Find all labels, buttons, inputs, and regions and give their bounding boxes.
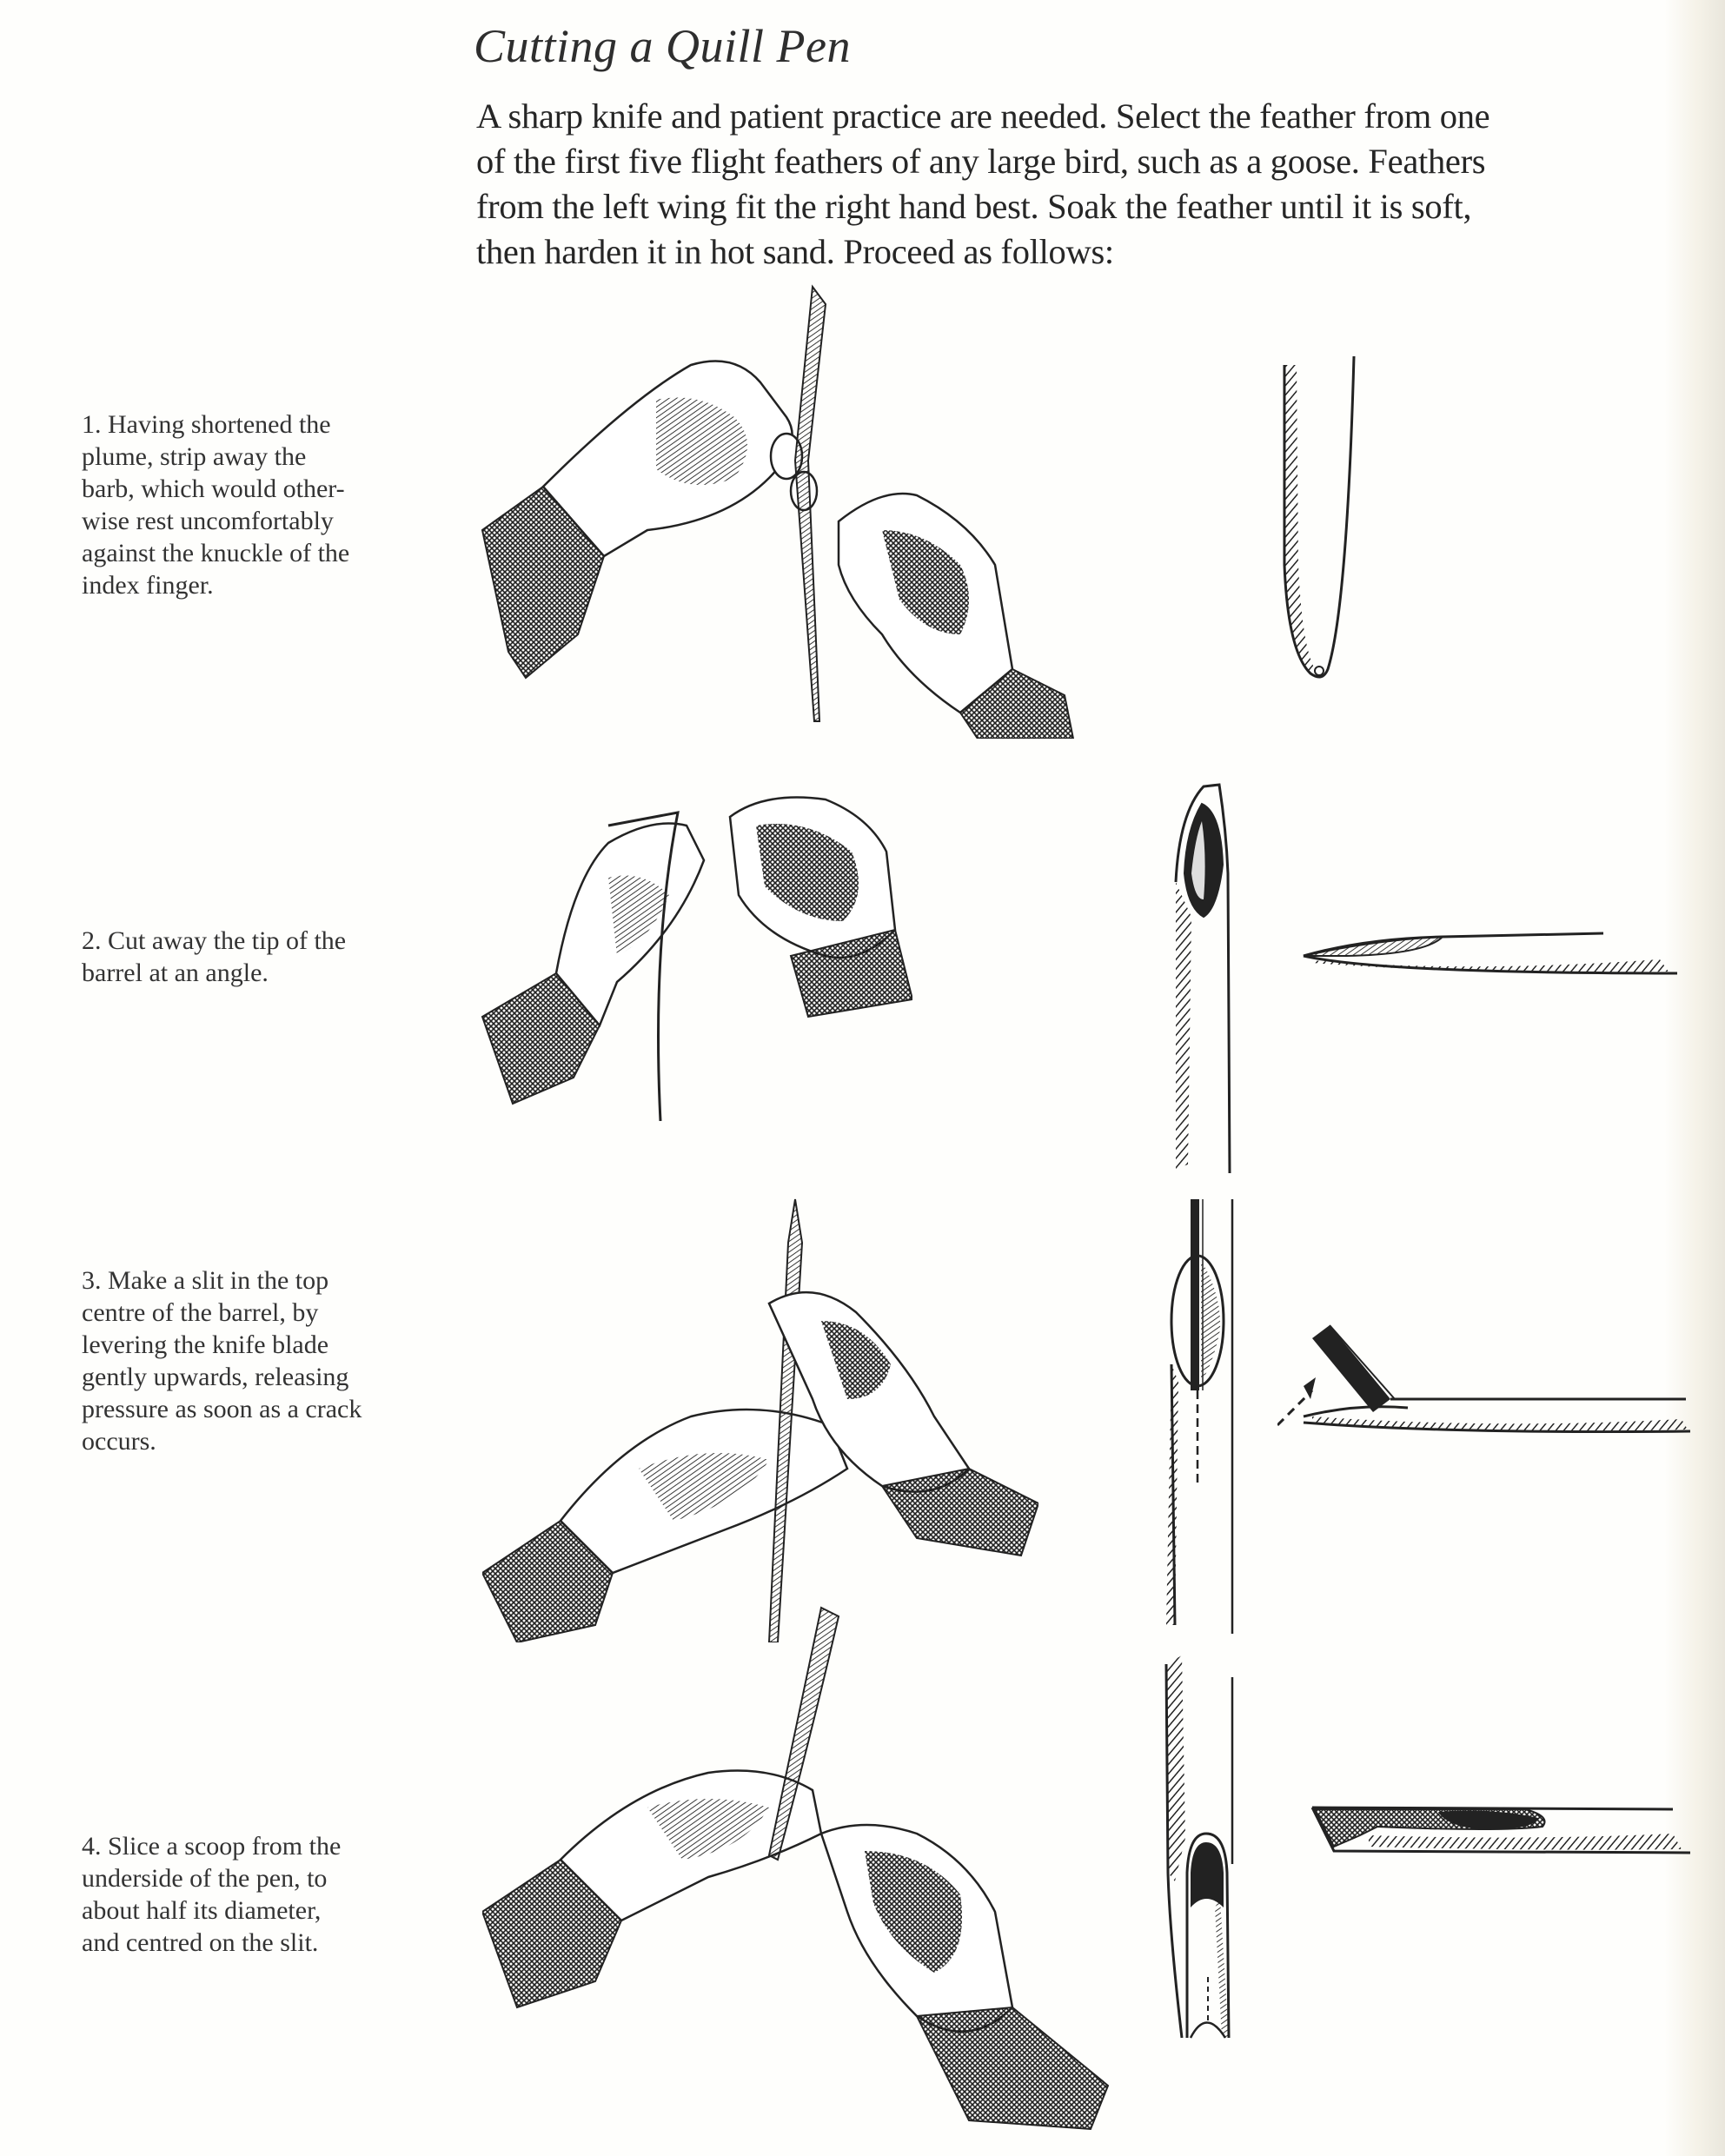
caption-line: levering the knife blade — [82, 1330, 329, 1359]
caption-line: wise rest uncomfortably — [82, 507, 334, 535]
caption-line: occurs. — [82, 1427, 156, 1456]
caption-line: pressure as soon as a crack — [82, 1395, 362, 1423]
angled-cut-side-view-diagram — [1295, 921, 1677, 991]
step-1-caption — [82, 408, 455, 601]
angled-cut-front-view-diagram — [1169, 778, 1238, 1178]
slit-side-view-diagram — [1277, 1317, 1695, 1456]
caption-line: 2. Cut away the tip of the — [82, 926, 347, 955]
caption-line: and centred on the slit. — [82, 1928, 319, 1957]
caption-line: against the knuckle of the — [82, 539, 350, 567]
caption-line: 1. Having shortened the — [82, 410, 331, 439]
caption-line: centre of the barrel, by — [82, 1298, 319, 1327]
intro-line: A sharp knife and patient practice are needed. Select the feather from one — [476, 96, 1490, 136]
caption-line: 3. Make a slit in the top — [82, 1266, 329, 1295]
scoop-front-view-diagram — [1156, 1655, 1243, 2055]
caption-line: barrel at an angle. — [82, 959, 269, 987]
scoop-side-view-diagram — [1308, 1799, 1690, 1877]
step-2-caption — [82, 925, 455, 989]
caption-line: gently upwards, releasing — [82, 1363, 349, 1391]
caption-line: plume, strip away the — [82, 442, 307, 471]
intro-line: of the first five flight feathers of any large bird, such as a goose. Feathers — [476, 142, 1486, 181]
quill-barrel-front-view-diagram — [1269, 348, 1373, 687]
caption-line: 4. Slice a scoop from the — [82, 1832, 342, 1861]
intro-line: then harden it in hot sand. Proceed as follows: — [476, 232, 1114, 271]
hands-cutting-tip-illustration — [478, 773, 912, 1121]
hands-stripping-barb-illustration — [474, 269, 1082, 739]
step-4-caption — [82, 1830, 455, 1959]
step-3-caption — [82, 1264, 455, 1457]
caption-line: about half its diameter, — [82, 1896, 322, 1925]
page-title: Cutting a Quill Pen — [474, 20, 851, 72]
hands-making-slit-illustration — [482, 1191, 1038, 1642]
caption-line: barb, which would other- — [82, 474, 345, 503]
intro-paragraph — [476, 94, 1641, 275]
slit-front-view-diagram — [1156, 1191, 1234, 1634]
caption-line: index finger. — [82, 571, 214, 600]
hands-slicing-scoop-illustration — [482, 1599, 1125, 2138]
intro-line: from the left wing fit the right hand best. Soak the feather until it is soft, — [476, 187, 1472, 226]
caption-line: underside of the pen, to — [82, 1864, 328, 1893]
